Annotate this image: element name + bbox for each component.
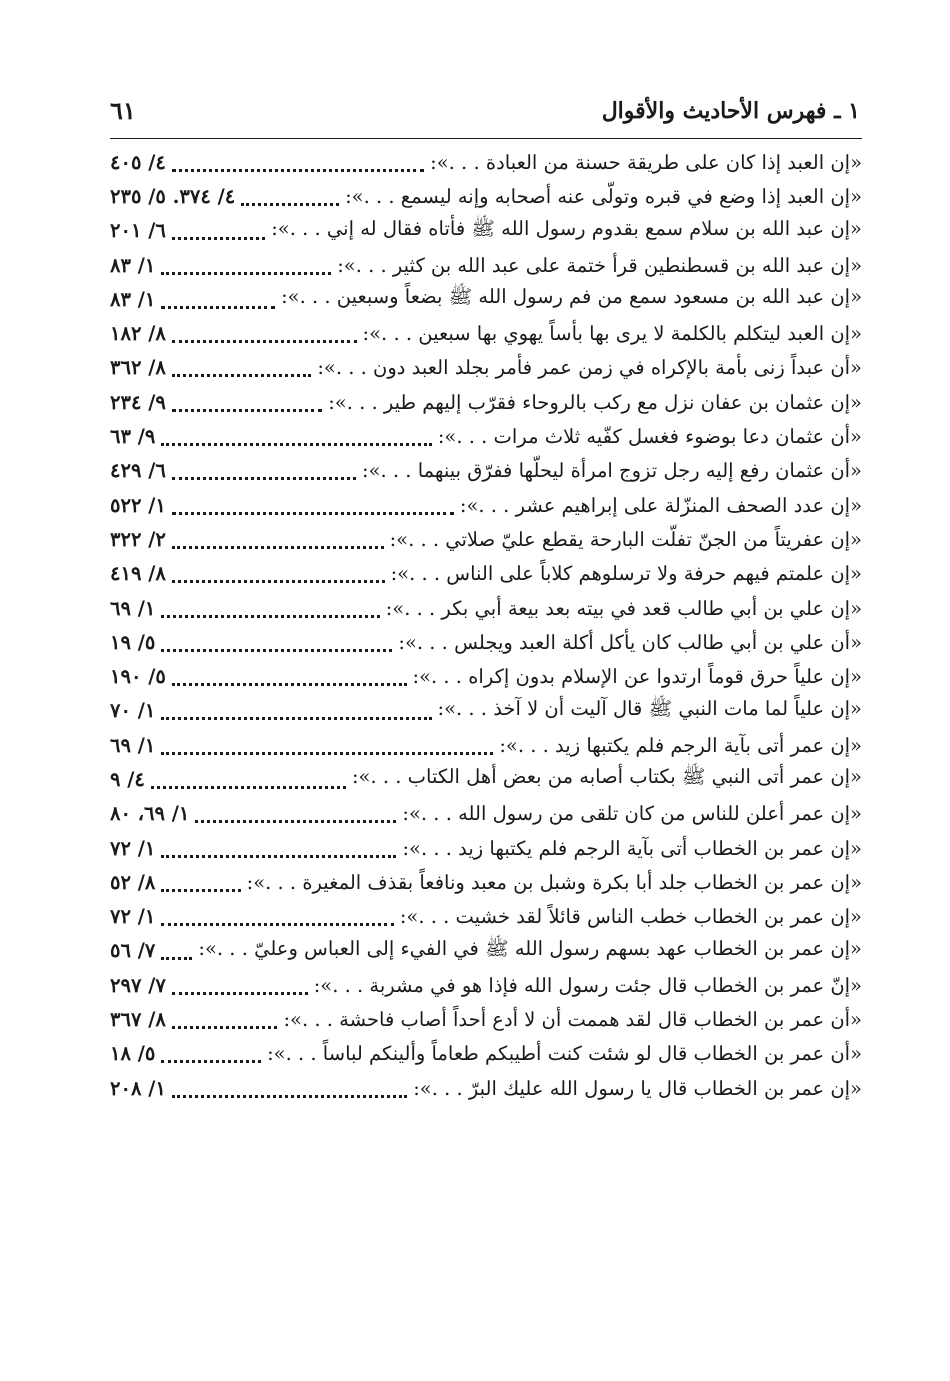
dot-leader bbox=[161, 845, 396, 858]
entry-text: «أن عمر بن الخطاب قال لقد هممت أن لا أدع أحداً أصاب فاحشة . . .»: bbox=[283, 1008, 862, 1032]
index-entry bbox=[110, 797, 862, 831]
entry-reference: ٨/ ٤١٩ bbox=[110, 562, 166, 586]
entry-text: «إن العبد ليتكلم بالكلمة لا يرى بها بأساً يهوي بها سبعين . . .»: bbox=[362, 322, 862, 346]
index-entry bbox=[110, 488, 862, 522]
entry-reference: ٢/ ٣٢٢ bbox=[110, 527, 166, 551]
index-entry bbox=[110, 351, 862, 385]
dot-leader bbox=[172, 673, 407, 686]
entry-reference: ٥/ ١٨ bbox=[110, 1042, 156, 1066]
entry-reference: ١/ ٧٢ bbox=[110, 836, 156, 860]
entry-text: «أن عمر بن الخطاب قال لو شئت كنت أطيبكم طعاماً وألينكم لباساً . . .»: bbox=[267, 1042, 862, 1066]
page-title: ١ ـ فهرس الأحاديث والأقوال bbox=[601, 98, 860, 124]
entry-reference: ١/ ٥٢٢ bbox=[110, 493, 166, 517]
entry-text: «إن العبد إذا كان على طريقة حسنة من العبادة . . .»: bbox=[430, 150, 862, 174]
entry-reference: ٧/ ٥٦ bbox=[110, 939, 156, 963]
entry-text: «إن عمر بن الخطاب قال يا رسول الله عليك البرّ . . .»: bbox=[413, 1076, 862, 1100]
running-header bbox=[110, 92, 860, 134]
dot-leader bbox=[172, 399, 322, 412]
entry-reference: ٩/ ٦٣ bbox=[110, 425, 156, 449]
entry-text: «إن عفريتاً من الجنّ تفلّت البارحة يقطع عليّ صلاتي . . .»: bbox=[389, 527, 862, 551]
entry-text: «إن عبد الله بن سلام سمع بقدوم رسول الله ﷺ فأتاه فقال له إني . . .»: bbox=[271, 216, 862, 240]
index-entry bbox=[110, 762, 862, 796]
dot-leader bbox=[241, 193, 339, 206]
dot-leader bbox=[161, 262, 331, 275]
entry-text: «أن عثمان دعا بوضوء فغسل كفّيه ثلاث مرات . . .»: bbox=[437, 425, 862, 449]
entry-text: «إن علياً لما مات النبي ﷺ قال آليت أن لا آخذ . . .»: bbox=[437, 696, 862, 720]
dot-leader bbox=[172, 227, 265, 240]
entry-text: «إن عبد الله بن قسطنطين قرأ ختمة على عبد الله بن كثير . . .»: bbox=[337, 253, 862, 277]
index-entry bbox=[110, 214, 862, 248]
entry-reference: ٨/ ٣٦٧ bbox=[110, 1008, 166, 1032]
dot-leader bbox=[161, 1050, 261, 1063]
dot-leader bbox=[172, 982, 308, 995]
entry-reference: ١/ ٧٠ bbox=[110, 699, 156, 723]
dot-leader bbox=[161, 913, 393, 926]
index-entry bbox=[110, 145, 862, 179]
dot-leader bbox=[172, 570, 385, 583]
entry-text: «إن عمر أتى النبي ﷺ بكتاب أصابه من بعض أهل الكتاب . . .»: bbox=[351, 765, 862, 789]
entry-text: «أن عثمان رفع إليه رجل تزوج امرأة ليحلّها ففرّق بينهما . . .»: bbox=[362, 459, 862, 483]
dot-leader bbox=[195, 810, 396, 823]
dot-leader bbox=[161, 947, 192, 960]
entry-text: «إن عبد الله بن مسعود سمع من فم رسول الله ﷺ بضعاً وسبعين . . .»: bbox=[281, 285, 862, 309]
dot-leader bbox=[172, 502, 454, 515]
dot-leader bbox=[161, 742, 493, 755]
entry-reference: ٤/ ٤٠٥ bbox=[110, 150, 166, 174]
entry-reference: ٦/ ٢٠١ bbox=[110, 219, 166, 243]
index-entry bbox=[110, 1037, 862, 1071]
entry-text: «إن عمر بن الخطاب جلد أبا بكرة وشبل بن معبد ونافعاً بقذف المغيرة . . .»: bbox=[246, 870, 862, 894]
index-entry bbox=[110, 1002, 862, 1036]
entry-reference: ١/ ٢٠٨ bbox=[110, 1076, 166, 1100]
entry-reference: ١/ ٦٩ bbox=[110, 596, 156, 620]
index-entry bbox=[110, 968, 862, 1002]
dot-leader bbox=[172, 1016, 278, 1029]
index-entry bbox=[110, 934, 862, 968]
entry-reference: ٨/ ١٨٢ bbox=[110, 322, 166, 346]
entry-text: «إن عمر بن الخطاب خطب الناس قائلاً لقد خشيت . . .»: bbox=[399, 905, 862, 929]
dot-leader bbox=[161, 433, 431, 446]
dot-leader bbox=[161, 296, 275, 309]
hadith-index-list bbox=[110, 145, 862, 1105]
index-entry bbox=[110, 625, 862, 659]
entry-text: «إن علياً حرق قوماً ارتدوا عن الإسلام بدون إكراه . . .»: bbox=[412, 665, 862, 689]
entry-reference: ٤/ ٩ bbox=[110, 767, 145, 791]
dot-leader bbox=[172, 1085, 407, 1098]
index-entry bbox=[110, 900, 862, 934]
entry-text: «إن علي بن أبي طالب قعد في بيته بعد بيعة أبي بكر . . .»: bbox=[385, 596, 862, 620]
index-entry bbox=[110, 728, 862, 762]
index-entry bbox=[110, 659, 862, 693]
entry-text: «إن علمتم فيهم حرفة ولا ترسلوهم كلاباً على الناس . . .»: bbox=[390, 562, 862, 586]
index-entry bbox=[110, 316, 862, 350]
entry-text: «إنّ عمر بن الخطاب قال جئت رسول الله فإذا هو في مشربة . . .»: bbox=[313, 973, 862, 997]
index-entry bbox=[110, 865, 862, 899]
index-entry bbox=[110, 385, 862, 419]
entry-reference: ٦/ ٤٢٩ bbox=[110, 459, 166, 483]
dot-leader bbox=[172, 330, 357, 343]
entry-reference: ١/ ٨٣ bbox=[110, 253, 156, 277]
index-entry bbox=[110, 591, 862, 625]
header-divider bbox=[110, 138, 862, 139]
entry-text: «إن عمر أتى بآية الرجم فلم يكتبها زيد . . .»: bbox=[499, 733, 862, 757]
index-entry bbox=[110, 248, 862, 282]
dot-leader bbox=[172, 467, 356, 480]
entry-reference: ٨/ ٣٦٢ bbox=[110, 356, 166, 380]
entry-reference: ١/ ٧٢ bbox=[110, 905, 156, 929]
entry-text: «إن عمر بن الخطاب عهد بسهم رسول الله ﷺ في الفيء إلى العباس وعليّ . . .»: bbox=[198, 936, 862, 960]
entry-reference: ٧/ ٢٩٧ bbox=[110, 973, 166, 997]
dot-leader bbox=[161, 639, 392, 652]
dot-leader bbox=[161, 707, 431, 720]
dot-leader bbox=[151, 776, 346, 789]
index-entry bbox=[110, 419, 862, 453]
entry-text: «إن عمر أعلن للناس من كان تلقى من رسول الله . . .»: bbox=[402, 802, 862, 826]
index-entry bbox=[110, 831, 862, 865]
entry-reference: ٤/ ٣٧٤. ٥/ ٢٣٥ bbox=[110, 184, 236, 208]
index-entry bbox=[110, 694, 862, 728]
index-entry bbox=[110, 179, 862, 213]
entry-reference: ٨/ ٥٢ bbox=[110, 870, 156, 894]
index-entry bbox=[110, 454, 862, 488]
dot-leader bbox=[161, 879, 240, 892]
index-entry bbox=[110, 282, 862, 316]
entry-reference: ١/ ٨٣ bbox=[110, 287, 156, 311]
dot-leader bbox=[172, 159, 424, 172]
dot-leader bbox=[172, 364, 311, 377]
entry-reference: ٥/ ١٩ bbox=[110, 630, 156, 654]
page-number: ٦١ bbox=[110, 96, 136, 125]
entry-text: «إن العبد إذا وضع في قبره وتولّى عنه أصحابه وإنه ليسمع . . .»: bbox=[345, 184, 862, 208]
entry-text: «أن علي بن أبي طالب كان يأكل أكلة العبد ويجلس . . .»: bbox=[398, 630, 862, 654]
entry-text: «إن عدد الصحف المنزّلة على إبراهيم عشر . . .»: bbox=[459, 493, 862, 517]
index-entry bbox=[110, 557, 862, 591]
index-entry bbox=[110, 522, 862, 556]
entry-text: «إن عمر بن الخطاب أتى بآية الرجم فلم يكتبها زيد . . .»: bbox=[402, 836, 862, 860]
entry-reference: ١/ ٦٩ bbox=[110, 733, 156, 757]
dot-leader bbox=[161, 605, 379, 618]
dot-leader bbox=[172, 536, 384, 549]
entry-reference: ٥/ ١٩٠ bbox=[110, 665, 166, 689]
entry-reference: ٩/ ٢٣٤ bbox=[110, 390, 166, 414]
entry-reference: ١/ ٦٩، ٨٠ bbox=[110, 802, 190, 826]
index-entry bbox=[110, 1071, 862, 1105]
entry-text: «أن عبداً زنى بأمة بالإكراه في زمن عمر فأمر بجلد العبد دون . . .»: bbox=[317, 356, 862, 380]
entry-text: «إن عثمان بن عفان نزل مع ركب بالروحاء فقرّب إليهم طير . . .»: bbox=[328, 390, 862, 414]
